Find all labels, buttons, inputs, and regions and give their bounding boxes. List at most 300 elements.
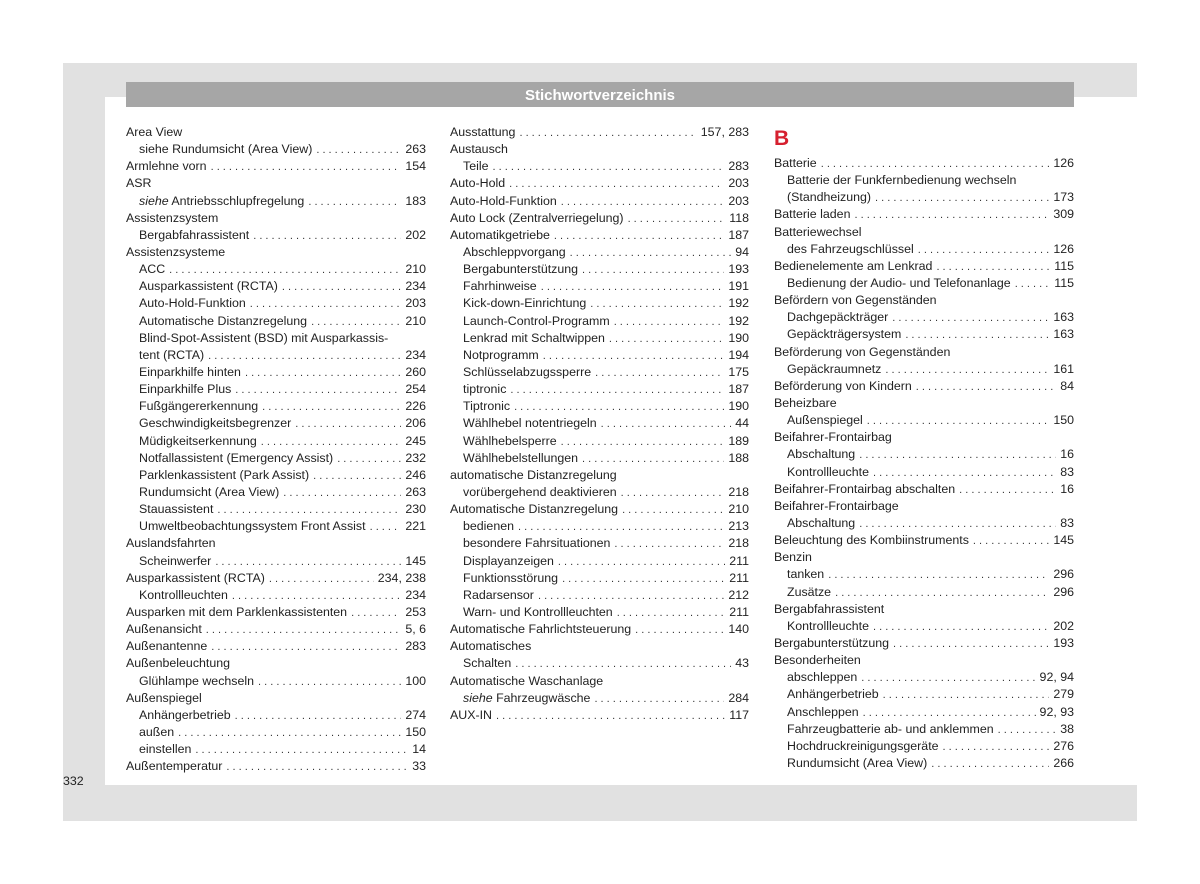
entry-page-number: 263	[405, 484, 426, 499]
entry-label: Beifahrer-Frontairbag abschalten	[774, 481, 956, 496]
index-entry	[450, 518, 749, 535]
index-entry	[450, 244, 749, 261]
entry-label: Rundumsicht (Area View)	[139, 484, 280, 499]
index-entry	[126, 415, 426, 432]
entry-label: Scheinwerfer	[139, 553, 212, 568]
leader-dots	[601, 416, 732, 433]
entry-page-number: 230	[405, 502, 426, 517]
leader-dots	[195, 742, 408, 759]
index-entry	[126, 244, 426, 261]
entry-label: Bedienung der Audio- und Telefonanlage	[787, 275, 1011, 290]
index-entry	[450, 158, 749, 175]
entry-label: Fahrhinweise	[463, 279, 537, 294]
entry-label: Rundumsicht (Area View)	[787, 755, 928, 770]
leader-dots	[582, 451, 724, 468]
entry-label: Batterie der Funkfernbedienung wechseln	[787, 173, 1017, 188]
index-entry	[126, 621, 426, 638]
entry-label: Außenbeleuchtung	[126, 656, 231, 671]
index-entry	[774, 275, 1074, 292]
leader-dots	[518, 519, 724, 536]
index-entry	[126, 313, 426, 330]
entry-page-number: 16	[1060, 447, 1074, 462]
entry-page-number: 83	[1060, 515, 1074, 530]
entry-page-number: 283	[405, 639, 426, 654]
entry-label: Beheizbare	[774, 395, 837, 410]
index-entry	[126, 741, 426, 758]
entry-page-number: 211	[729, 553, 749, 568]
entry-label: Befördern von Gegenständen	[774, 293, 937, 308]
entry-label: Geschwindigkeitsbegrenzer	[139, 416, 292, 431]
index-entry	[450, 398, 749, 415]
leader-dots	[232, 588, 401, 605]
leader-dots	[916, 379, 1056, 396]
leader-dots	[258, 674, 401, 691]
index-entry	[450, 433, 749, 450]
entry-label: Auto-Hold-Funktion	[450, 193, 557, 208]
index-entry	[450, 621, 749, 638]
entry-page-number: 203	[728, 176, 749, 191]
entry-page-number: 115	[1054, 258, 1074, 273]
entry-page-number: 161	[1053, 361, 1074, 376]
entry-see-reference: siehe	[463, 690, 493, 705]
entry-label: Hochdruckreinigungsgeräte	[787, 738, 939, 753]
entry-label: Außenansicht	[126, 622, 202, 637]
leader-dots	[594, 691, 724, 708]
index-entry	[126, 433, 426, 450]
leader-dots	[514, 399, 724, 416]
entry-label	[463, 690, 590, 707]
entry-page-number: 234, 238	[377, 570, 426, 585]
leader-dots	[211, 159, 402, 176]
entry-page-number: 115	[1054, 275, 1074, 290]
entry-label: ASR	[126, 176, 152, 191]
entry-page-number: 38	[1060, 721, 1074, 736]
leader-dots	[492, 159, 724, 176]
index-entry	[774, 481, 1074, 498]
index-entry	[126, 467, 426, 484]
entry-page-number: 274	[405, 707, 426, 722]
leader-dots	[828, 567, 1049, 584]
index-entry	[450, 690, 749, 707]
leader-dots	[609, 331, 724, 348]
leader-dots	[337, 451, 401, 468]
index-entry	[126, 175, 426, 192]
entry-label-text: Antriebsschlupfregelung	[168, 193, 305, 208]
leader-dots	[211, 639, 401, 656]
index-entry	[774, 755, 1074, 772]
leader-dots	[235, 708, 402, 725]
entry-label: Batterie laden	[774, 207, 851, 222]
entry-label: Beifahrer-Frontairbage	[774, 498, 899, 513]
entry-label: Glühlampe wechseln	[139, 673, 255, 688]
entry-page-number: 202	[405, 227, 426, 242]
index-entry	[126, 227, 426, 244]
leader-dots	[854, 207, 1049, 224]
entry-page-number: 189	[728, 433, 749, 448]
entry-page-number: 5, 6	[405, 622, 426, 637]
entry-label: tiptronic	[463, 382, 507, 397]
entry-label: Anhängerbetrieb	[787, 687, 879, 702]
entry-label: Radarsensor	[463, 587, 534, 602]
index-entry	[126, 484, 426, 501]
leader-dots	[998, 722, 1057, 739]
index-entry	[126, 295, 426, 312]
entry-page-number: 83	[1060, 464, 1074, 479]
entry-page-number: 234	[405, 347, 426, 362]
entry-label: Abschaltung	[787, 515, 856, 530]
index-entry	[774, 601, 1074, 618]
entry-page-number: 92, 93	[1039, 704, 1074, 719]
entry-page-number: 266	[1053, 755, 1074, 770]
entry-page-number: 190	[728, 330, 749, 345]
leader-dots	[561, 194, 725, 211]
entry-label: Automatisches	[450, 639, 532, 654]
index-column-2	[450, 124, 749, 724]
index-entry	[450, 261, 749, 278]
leader-dots	[554, 228, 724, 245]
entry-page-number: 210	[405, 313, 426, 328]
index-entry	[774, 464, 1074, 481]
leader-dots	[295, 416, 401, 433]
entry-label: Außenantenne	[126, 639, 208, 654]
entry-page-number: 210	[405, 262, 426, 277]
entry-label: besondere Fahrsituationen	[463, 536, 611, 551]
index-entry	[126, 450, 426, 467]
index-entry	[774, 326, 1074, 343]
index-entry	[126, 638, 426, 655]
entry-page-number: 173	[1053, 190, 1074, 205]
entry-page-number: 218	[728, 536, 749, 551]
leader-dots	[943, 739, 1050, 756]
leader-dots	[859, 516, 1056, 533]
entry-label: Wählhebelstellungen	[463, 450, 579, 465]
leader-dots	[863, 705, 1036, 722]
leader-dots	[905, 327, 1049, 344]
entry-label: Armlehne vorn	[126, 159, 207, 174]
entry-label: Dachgepäckträger	[787, 310, 889, 325]
index-entry	[450, 175, 749, 192]
index-entry	[774, 344, 1074, 361]
leader-dots	[543, 348, 725, 365]
index-entry	[450, 330, 749, 347]
index-column-3	[774, 124, 1074, 772]
index-entry	[450, 535, 749, 552]
entry-label: vorübergehend deaktivieren	[463, 484, 617, 499]
index-entry	[774, 652, 1074, 669]
leader-dots	[370, 519, 402, 536]
index-entry	[774, 361, 1074, 378]
entry-label: Auto-Hold	[450, 176, 506, 191]
entry-label: einstellen	[139, 742, 192, 757]
entry-label: tanken	[787, 567, 825, 582]
entry-page-number: 253	[405, 604, 426, 619]
entry-label: siehe Rundumsicht (Area View)	[139, 142, 313, 157]
index-entry	[774, 155, 1074, 172]
index-entry	[126, 364, 426, 381]
entry-label: Automatische Distanzregelung	[139, 313, 308, 328]
entry-label: (Standheizung)	[787, 190, 872, 205]
leader-dots	[313, 468, 401, 485]
entry-label: Austausch	[450, 142, 508, 157]
entry-label: Notprogramm	[463, 347, 539, 362]
entry-label: Area View	[126, 125, 183, 139]
leader-dots	[628, 211, 726, 228]
index-entry	[774, 498, 1074, 515]
entry-page-number: 213	[728, 519, 749, 534]
entry-label: Schlüsselabzugssperre	[463, 364, 592, 379]
entry-label: Automatische Fahrlichtsteuerung	[450, 622, 632, 637]
entry-label: Blind-Spot-Assistent (BSD) mit Ausparkassis-	[139, 330, 389, 345]
entry-label: Außenspiegel	[787, 413, 863, 428]
entry-label: Launch-Control-Programm	[463, 313, 610, 328]
entry-page-number: 203	[728, 193, 749, 208]
index-entry	[774, 224, 1074, 241]
entry-page-number: 234	[405, 587, 426, 602]
index-entry	[450, 278, 749, 295]
entry-page-number: 284	[728, 690, 749, 705]
leader-dots	[253, 228, 401, 245]
entry-label: Batteriewechsel	[774, 224, 862, 239]
index-entry	[450, 467, 749, 484]
leader-dots	[215, 554, 401, 571]
index-entry	[450, 210, 749, 227]
entry-label: Assistenzsystem	[126, 210, 219, 225]
entry-page-number: 210	[728, 502, 749, 517]
index-entry	[126, 141, 426, 158]
entry-label: Beförderung von Kindern	[774, 378, 912, 393]
entry-label: Schalten	[463, 656, 512, 671]
entry-label: Umweltbeobachtungssystem Front Assist	[139, 519, 366, 534]
leader-dots	[496, 708, 725, 725]
leader-dots	[250, 296, 402, 313]
entry-label: Beförderung von Gegenständen	[774, 344, 951, 359]
index-entry	[450, 313, 749, 330]
index-entry	[450, 364, 749, 381]
index-entry	[774, 532, 1074, 549]
entry-see-reference: siehe	[139, 193, 169, 208]
entry-page-number: 126	[1053, 156, 1074, 170]
entry-label: Ausparken mit dem Parklenkassistenten	[126, 604, 348, 619]
entry-label: Bedienelemente am Lenkrad	[774, 258, 933, 273]
leader-dots	[883, 687, 1050, 704]
leader-dots	[873, 619, 1049, 636]
index-entry	[126, 210, 426, 227]
leader-dots	[262, 399, 401, 416]
index-entry	[126, 193, 426, 210]
entry-label: Bergabunterstützung	[463, 262, 579, 277]
entry-label: Benzin	[774, 550, 812, 565]
entry-page-number: 279	[1053, 687, 1074, 702]
entry-label: Fahrzeugbatterie ab- und anklemmen	[787, 721, 994, 736]
index-entry	[774, 292, 1074, 309]
entry-page-number: 218	[728, 484, 749, 499]
entry-page-number: 84	[1060, 378, 1074, 393]
leader-dots	[519, 125, 696, 142]
index-entry	[450, 673, 749, 690]
leader-dots	[206, 622, 402, 639]
index-entry	[126, 261, 426, 278]
entry-label: Wählhebel notentriegeln	[463, 416, 597, 431]
entry-label: Ausparkassistent (RCTA)	[126, 570, 265, 585]
entry-page-number: 44	[735, 416, 749, 431]
leader-dots	[893, 636, 1049, 653]
entry-label-text: Fahrzeugwäsche	[492, 690, 591, 705]
index-entry	[774, 584, 1074, 601]
index-entry	[450, 655, 749, 672]
entry-label: Abschleppvorgang	[463, 244, 566, 259]
entry-page-number: 145	[405, 553, 426, 568]
index-entry	[774, 412, 1074, 429]
index-entry	[774, 446, 1074, 463]
entry-page-number: 163	[1053, 310, 1074, 325]
entry-page-number: 234	[405, 279, 426, 294]
index-entry	[126, 124, 426, 141]
index-entry	[450, 638, 749, 655]
entry-page-number: 33	[412, 759, 426, 774]
leader-dots	[541, 279, 725, 296]
index-entry	[774, 669, 1074, 686]
entry-page-number: 206	[405, 416, 426, 431]
leader-dots	[595, 365, 724, 382]
leader-dots	[1015, 276, 1051, 293]
index-entry	[126, 707, 426, 724]
index-entry	[450, 604, 749, 621]
leader-dots	[283, 485, 401, 502]
entry-page-number: 245	[405, 433, 426, 448]
entry-label: Automatische Waschanlage	[450, 673, 604, 688]
leader-dots	[561, 434, 725, 451]
index-entry	[126, 158, 426, 175]
entry-page-number: 187	[728, 227, 749, 242]
entry-label: Fußgängererkennung	[139, 399, 259, 414]
entry-page-number: 163	[1053, 327, 1074, 342]
entry-page-number: 92, 94	[1039, 670, 1074, 685]
entry-label: Bergabfahrassistent	[139, 227, 250, 242]
leader-dots	[261, 434, 402, 451]
entry-label: Notfallassistent (Emergency Assist)	[139, 450, 334, 465]
entry-page-number: 254	[405, 382, 426, 397]
leader-dots	[859, 447, 1056, 464]
entry-page-number: 126	[1053, 241, 1074, 256]
leader-dots	[973, 533, 1049, 550]
entry-label	[139, 193, 304, 210]
index-entry	[450, 501, 749, 518]
leader-dots	[510, 382, 724, 399]
entry-label: Warn- und Kontrollleuchten	[463, 604, 613, 619]
leader-dots	[582, 262, 724, 279]
index-entry	[126, 604, 426, 621]
index-entry	[774, 378, 1074, 395]
index-entry	[126, 655, 426, 672]
index-entry	[450, 570, 749, 587]
leader-dots	[821, 156, 1050, 173]
leader-dots	[308, 194, 401, 211]
leader-dots	[558, 554, 725, 571]
index-entry	[450, 295, 749, 312]
index-entry	[774, 258, 1074, 275]
leader-dots	[918, 242, 1050, 259]
entry-label: Assistenzsysteme	[126, 244, 226, 259]
entry-label: Automatische Distanzregelung	[450, 502, 619, 517]
entry-page-number: 117	[729, 707, 749, 722]
entry-label: Automatikgetriebe	[450, 227, 550, 242]
entry-page-number: 145	[1053, 533, 1074, 548]
index-entry	[450, 587, 749, 604]
index-entry	[774, 241, 1074, 258]
index-entry	[126, 673, 426, 690]
entry-page-number: 221	[405, 519, 426, 534]
entry-page-number: 175	[728, 364, 749, 379]
leader-dots	[562, 571, 725, 588]
leader-dots	[217, 502, 401, 519]
entry-page-number: 192	[728, 313, 749, 328]
index-entry	[126, 587, 426, 604]
index-entry	[450, 553, 749, 570]
entry-label: Anhängerbetrieb	[139, 707, 231, 722]
entry-label: abschleppen	[787, 670, 858, 685]
entry-label: Batterie	[774, 156, 817, 170]
index-entry	[774, 635, 1074, 652]
leader-dots	[351, 605, 401, 622]
index-entry	[450, 381, 749, 398]
leader-dots	[861, 670, 1035, 687]
entry-label: Lenkrad mit Schaltwippen	[463, 330, 605, 345]
leader-dots	[226, 759, 408, 776]
entry-page-number: 263	[405, 142, 426, 157]
entry-label: Müdigkeitserkennung	[139, 433, 257, 448]
entry-label: ACC	[139, 262, 166, 277]
index-entry	[450, 450, 749, 467]
leader-dots	[570, 245, 732, 262]
leader-dots	[245, 365, 401, 382]
leader-dots	[617, 605, 726, 622]
index-entry	[126, 724, 426, 741]
leader-dots	[208, 348, 401, 365]
entry-page-number: 140	[728, 622, 749, 637]
index-entry	[126, 381, 426, 398]
leader-dots	[316, 142, 401, 159]
entry-label: Ausparkassistent (RCTA)	[139, 279, 278, 294]
entry-page-number: 150	[1053, 413, 1074, 428]
leader-dots	[621, 485, 725, 502]
entry-label: Bergabunterstützung	[774, 635, 890, 650]
entry-label: Kick-down-Einrichtung	[463, 296, 587, 311]
leader-dots	[235, 382, 401, 399]
entry-page-number: 260	[405, 364, 426, 379]
index-entry	[450, 347, 749, 364]
entry-page-number: 94	[735, 244, 749, 259]
index-entry	[774, 189, 1074, 206]
index-entry	[774, 566, 1074, 583]
entry-label: Beifahrer-Frontairbag	[774, 430, 892, 445]
index-entry	[126, 501, 426, 518]
index-entry	[126, 553, 426, 570]
entry-page-number: 188	[728, 450, 749, 465]
entry-page-number: 194	[728, 347, 749, 362]
leader-dots	[867, 413, 1050, 430]
entry-label: außen	[139, 724, 175, 739]
entry-page-number: 211	[729, 604, 749, 619]
index-entry	[450, 227, 749, 244]
entry-label: Gepäckraumnetz	[787, 361, 882, 376]
index-entry	[126, 690, 426, 707]
leader-dots	[311, 314, 401, 331]
entry-label: Beleuchtung des Kombiinstruments	[774, 533, 969, 548]
entry-page-number: 202	[1053, 618, 1074, 633]
leader-dots	[931, 756, 1049, 773]
entry-page-number: 118	[729, 210, 749, 225]
entry-page-number: 157, 283	[700, 125, 749, 139]
